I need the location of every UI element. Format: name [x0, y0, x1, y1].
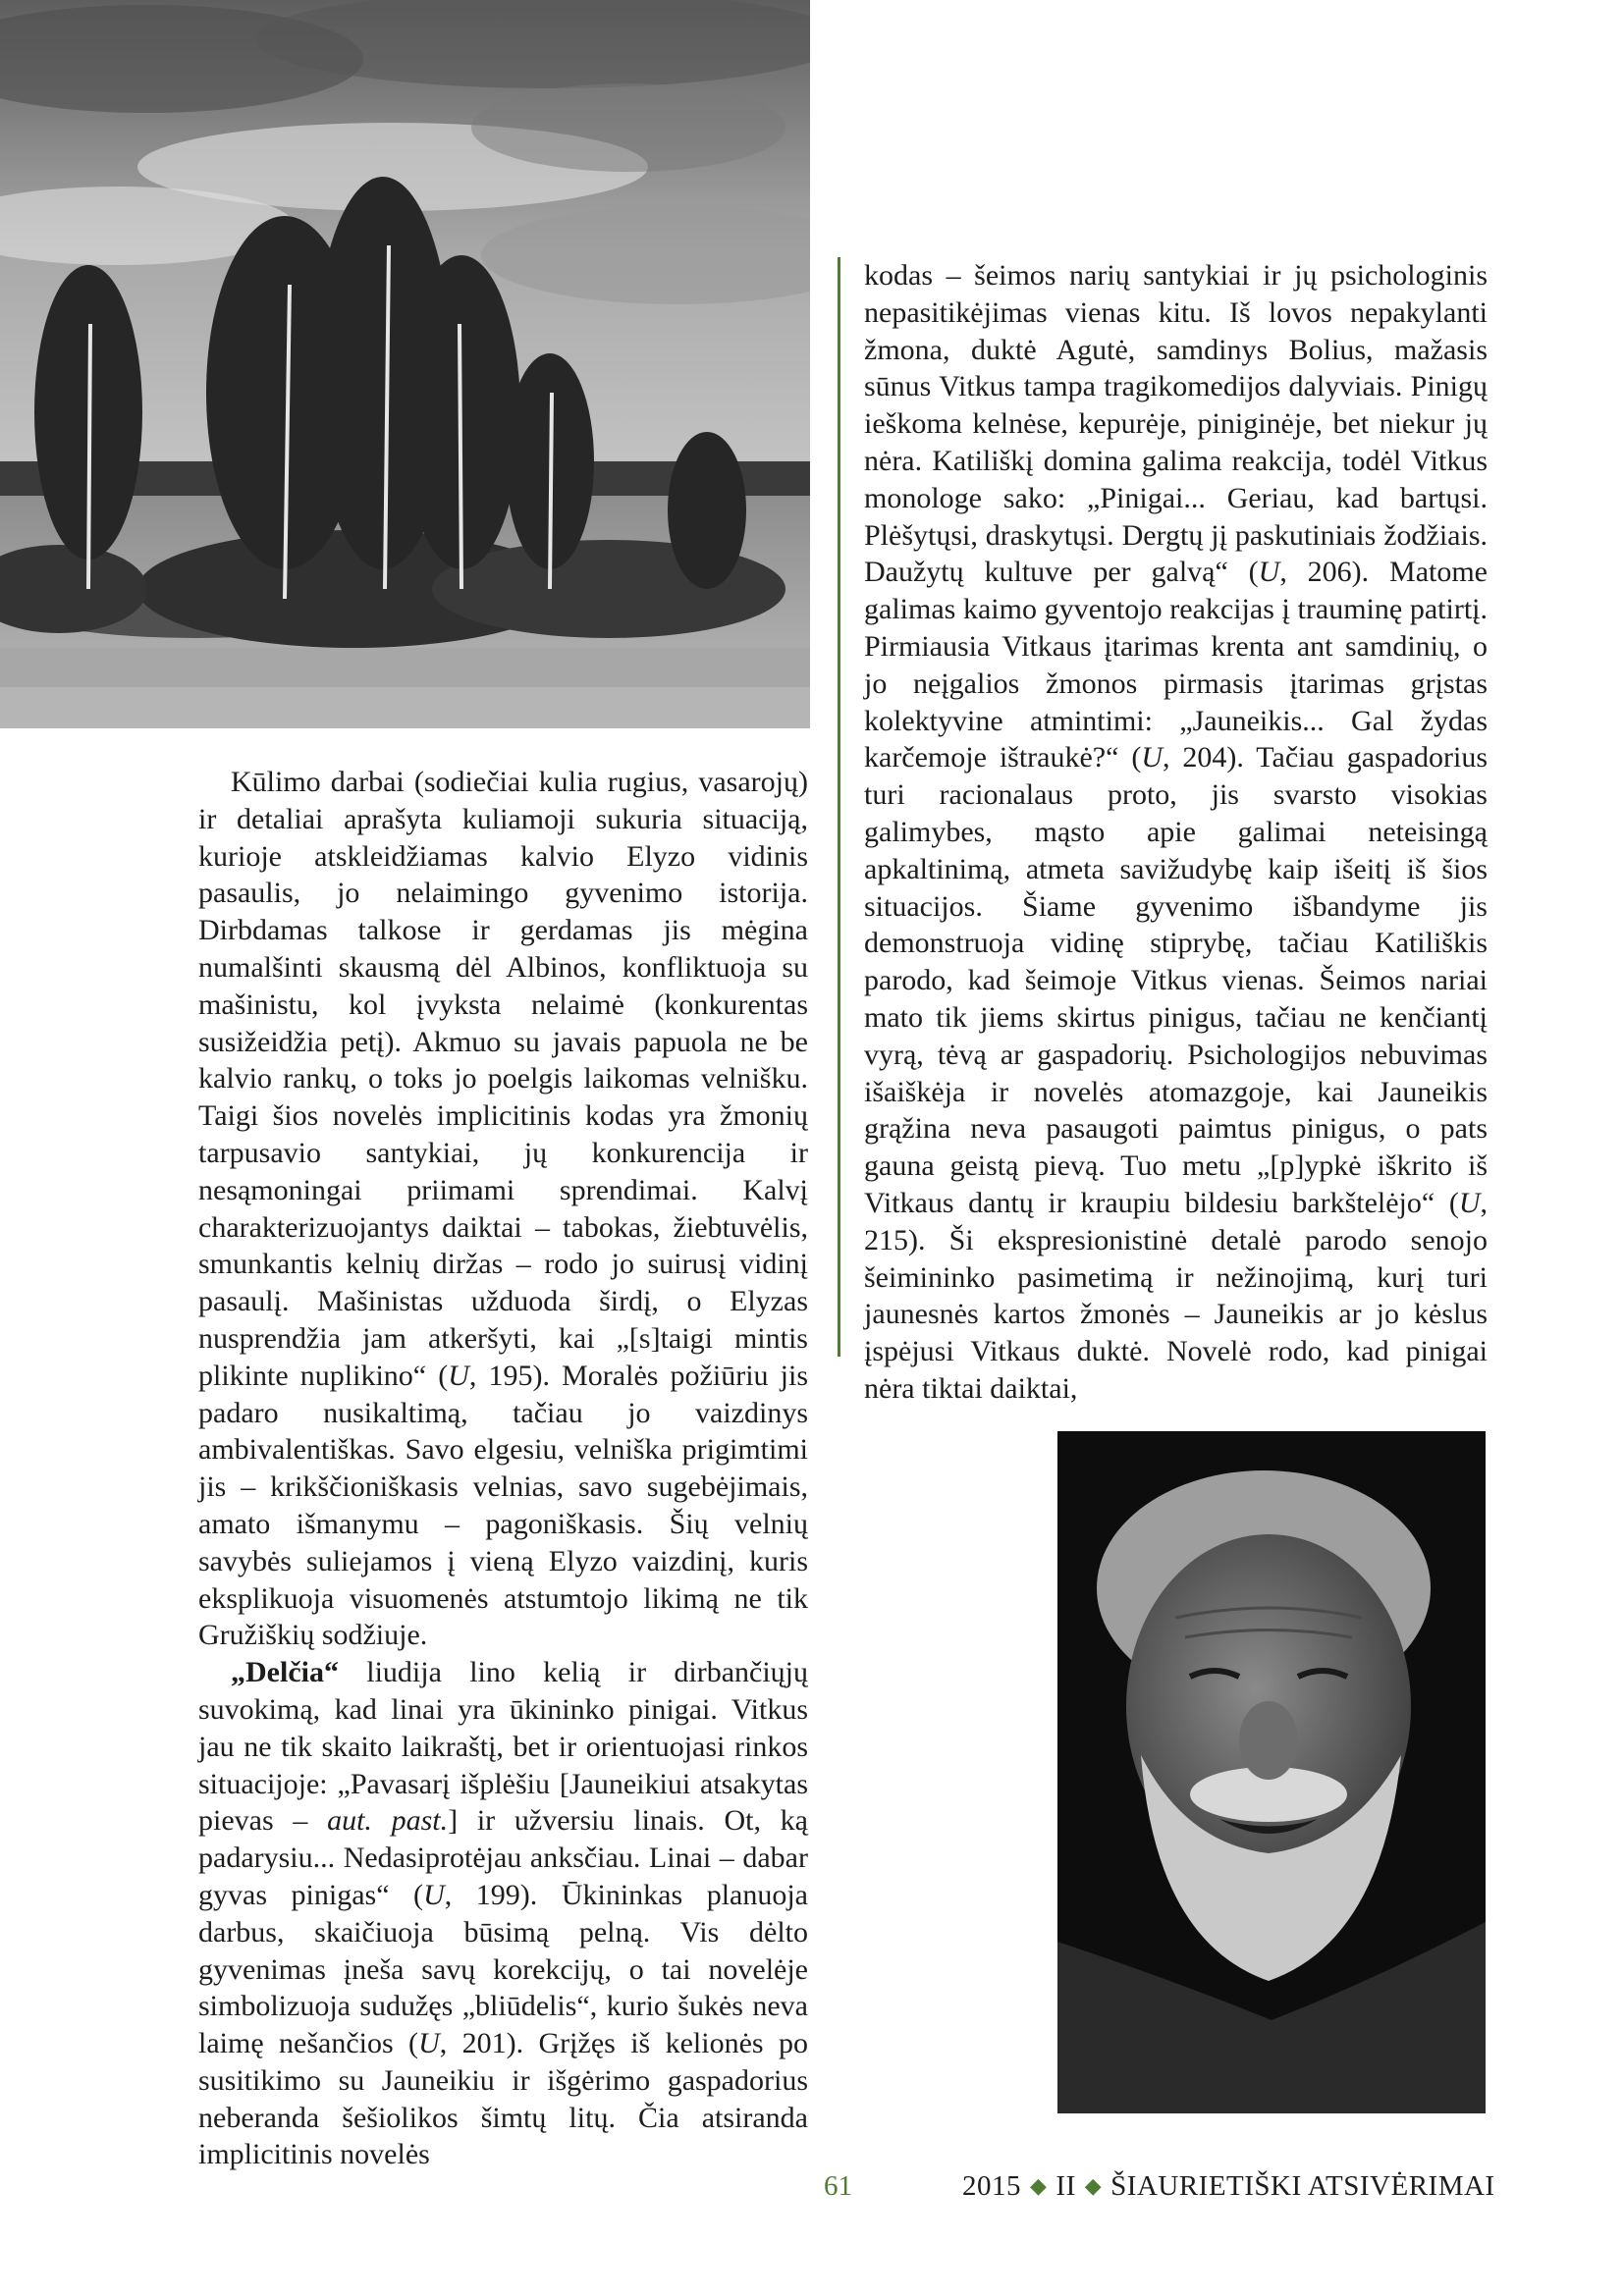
page-number: 61	[824, 2170, 852, 2202]
journal-footer	[962, 2169, 1495, 2203]
diamond-icon: ◆	[1030, 2173, 1048, 2198]
paragraph: kodas – šeimos narių santykiai ir jų psichologinis nepasitikėjimas vienas kitu. Iš lovos nepakylanti žmona, duktė Agutė, samdinys Bolius, mažasis sūnus Vitkus tampa tragikomedijos dalyviais. Pinigų ieškoma kelnėse, kepurėje, piniginėje, bet niekur jų nėra. Katiliškį domina galima reakcija, todėl Vitkus monologe sako: „Pinigai... Geriau, kad bartųsi. Plėšytųsi, draskytųsi. Dergtų jį paskutiniais žodžiais. Daužytų kultuve per galvą“ (U, 206). Matome galimas kaimo gyventojo reakcijas į trauminę patirtį. Pirmiausia Vitkaus įtarimas krenta ant samdinių, o jo neįgalios žmonos pirmasis įtarimas grįstas kolektyvine atmintimi: „Jauneikis... Gal žydas karčemoje ištraukė?“ (U, 204). Tačiau gaspadorius turi racionalaus proto, jis svarsto visokias galimybes, mąsto apie galimai neteisingą apkaltinimą, atmeta savižudybę kaip išeitį iš šios situacijos. Šiame gyvenimo išbandyme jis demonstruoja vidinę stiprybę, tačiau Katiliškis parodo, kad šeimoje Vitkus vienas. Šeimos nariai mato tik jiems skirtus pinigus, tačiau ne kenčiantį vyrą, tėvą ar gaspadorių. Psichologijos nebuvimas išaiškėja ir novelės atomazgoje, kai Jauneikis grąžina neva pasaugoti paimtus pinigus, o pats gauna geistą pievą. Tuo metu „[p]ypkė iškrito iš Vitkaus dantų ir kraupiu bildesiu barkštelėjo“ (U, 215). Ši ekspresionistinė detalė parodo senojo šeimininko pasimetimą ir nežinojimą, kurį turi jaunesnės kartos žmonės – Jauneikis ar jo kėslus įspėjusi Vitkaus duktė. Novelė rodo, kad pinigai nėra tiktai daiktai,	[864, 259, 1488, 1405]
landscape-photo	[0, 0, 810, 728]
diamond-icon: ◆	[1084, 2173, 1103, 2198]
issue-year: 2015	[962, 2170, 1021, 2202]
right-text-column	[864, 257, 1488, 1408]
journal-title: ŠIAURIETIŠKI ATSIVĖRIMAI	[1110, 2170, 1495, 2202]
left-text-column	[198, 764, 808, 2173]
story-title: „Delčia“	[231, 1656, 339, 1689]
issue-number: II	[1056, 2170, 1076, 2202]
paragraph: Kūlimo darbai (sodiečiai kulia rugius, vasarojų) ir detaliai aprašyta kuliamoji sukuria situaciją, kurioje atskleidžiamas kalvio Elyzo vidinis pasaulis, jo nelaimingo gyvenimo istorija. Dirbdamas talkose ir gerdamas jis mėgina numalšinti skausmą dėl Albinos, konfliktuoja su mašinistu, kol įvyksta nelaimė (konkurentas susižeidžia petį). Akmuo su javais papuola ne be kalvio rankų, o toks jo poelgis laikomas velnišku. Taigi šios novelės implicitinis kodas yra žmonių tarpusavio santykiai, jų konkurencija ir nesąmoningai priimami sprendimai. Kalvį charakterizuojantys daiktai – tabokas, žiebtuvėlis, smunkantis kelnių diržas – rodo jo suirusį vidinį pasaulį. Mašinistas užduoda širdį, o Elyzas nusprendžia jam atkeršyti, kai „[s]taigi mintis plikinte nuplikino“ (U, 195). Moralės požiūriu jis padaro nusikaltimą, tačiau jo vaizdinys ambivalentiškas. Savo elgesiu, velniška prigimtimi jis – krikščioniškasis velnias, savo sugebėjimais, amato išmanymu – pagoniškasis. Šių velnių savybės suliejamos į vieną Elyzo vaizdinį, kuris eksplikuoja visuomenės atstumtojo likimą ne tik Gružiškių sodžiuje.	[198, 766, 808, 1652]
column-divider-rule	[838, 257, 840, 1357]
paragraph: „Delčia“ liudija lino kelią ir dirbančiųjų suvokimą, kad linai yra ūkininko pinigai. Vitkus jau ne tik skaito laikraštį, bet ir orientuojasi rinkos situacijoje: „Pavasarį išplėšiu [Jauneikiui atsakytas pievas – aut. past.] ir užversiu linais. Ot, ką padarysiu... Nedasiprotėjau anksčiau. Linai – dabar gyvas pinigas“ (U, 199). Ūkininkas planuoja darbus, skaičiuoja būsimą pelną. Vis dėlto gyvenimas įneša savų korekcijų, o tai novelėje simbolizuoja sudužęs „bliūdelis“, kurio šukės neva laimę nešančios (U, 201). Grįžęs iš kelionės po susitikimo su Jauneikiu ir išgėrimo gaspadorius neberanda šešiolikos šimtų litų. Čia atsiranda implicitinis novelės	[198, 1656, 808, 2171]
portrait-photo	[1057, 1431, 1486, 2113]
